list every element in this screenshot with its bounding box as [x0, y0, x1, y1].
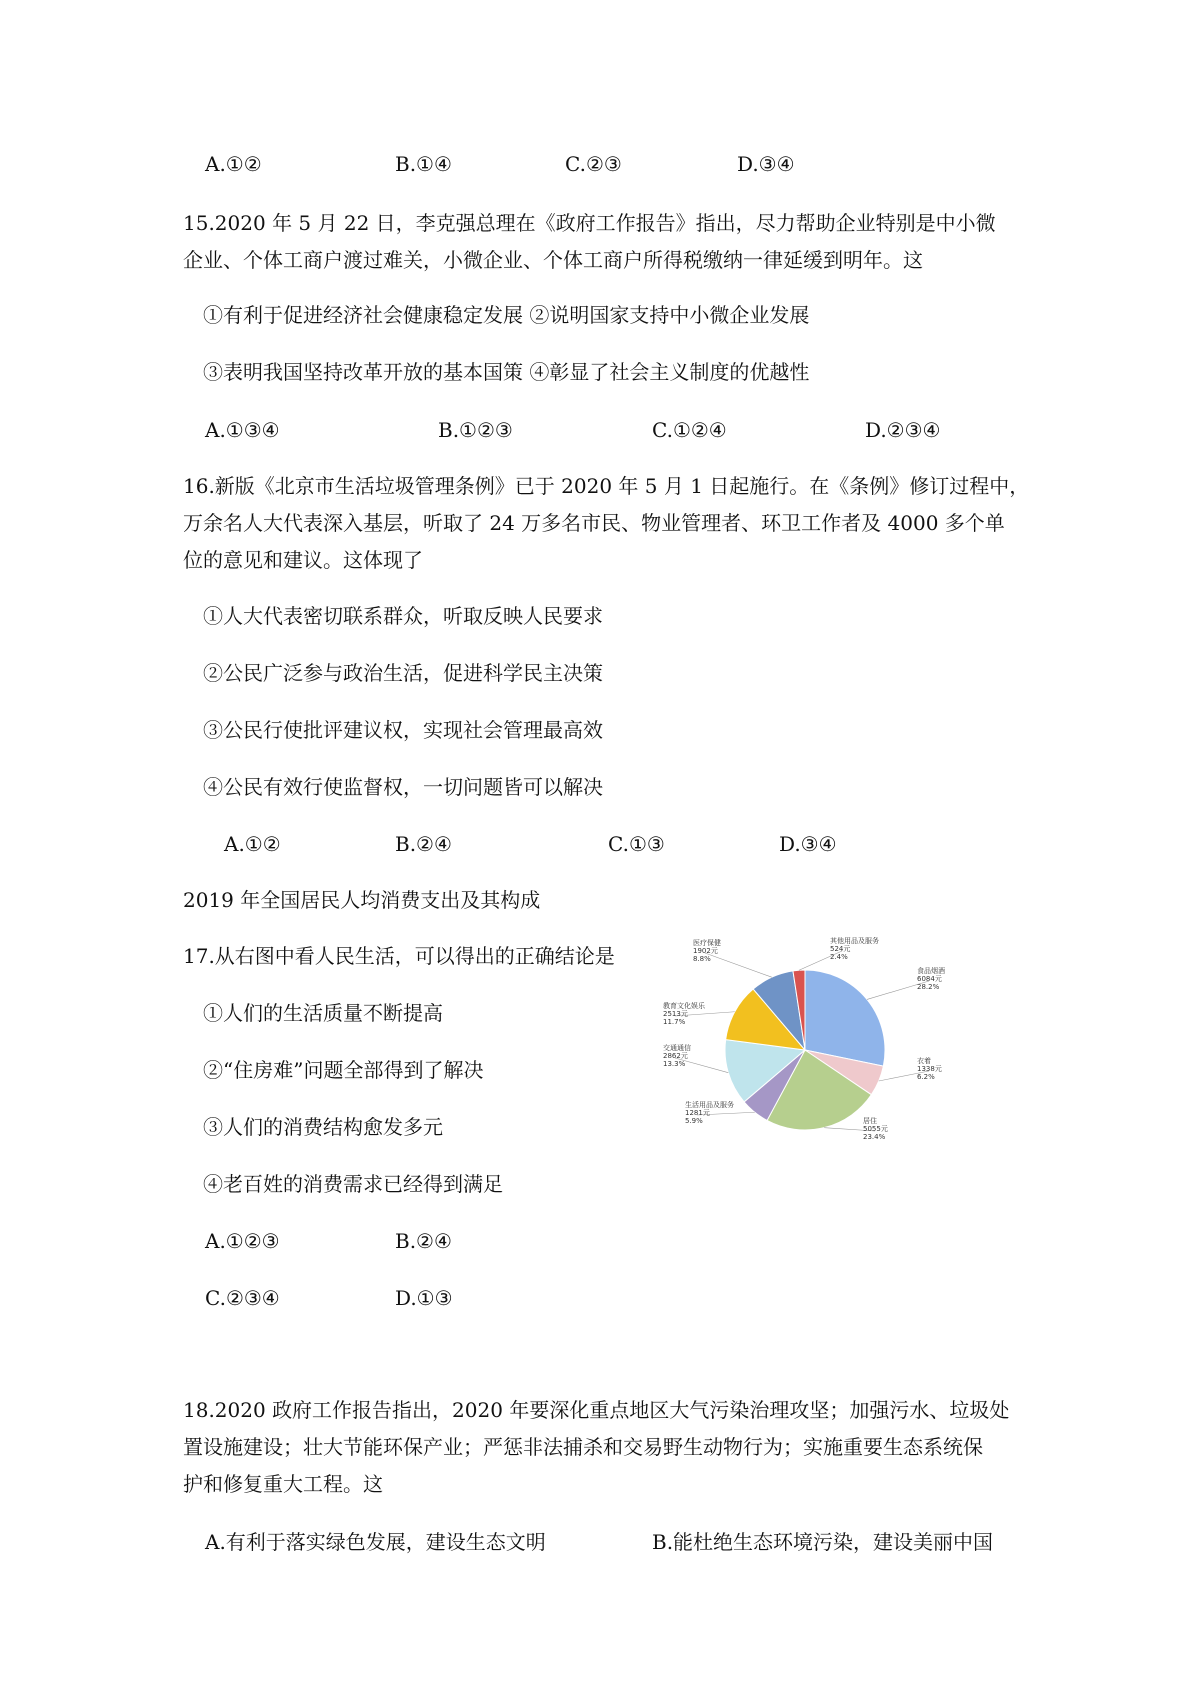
q15-option-d: D.②③④ [865, 418, 941, 442]
pie-label-1: 食品烟酒 6084元 28.2% [917, 967, 945, 991]
pie-leader-line-7 [705, 953, 772, 977]
q16-item-4: ④公民有效行使监督权，一切问题皆可以解决 [203, 775, 603, 799]
q15-option-a: A.①③④ [205, 418, 280, 442]
q16-option-a: A.①② [224, 832, 281, 856]
pie-slice-1 [805, 970, 885, 1066]
pie-label-8: 其他用品及服务 524元 2.4% [830, 937, 879, 961]
q17-stem: 17.从右图中看人民生活，可以得出的正确结论是 [183, 944, 615, 968]
q15-item-row-1: ①有利于促进经济社会健康稳定发展 ②说明国家支持中小微企业发展 [203, 303, 810, 327]
q16-option-c: C.①③ [608, 832, 665, 856]
pie-label-2: 衣着 1338元 6.2% [917, 1057, 942, 1081]
q14-option-c: C.②③ [565, 152, 622, 176]
q17-option-c: C.②③④ [205, 1286, 280, 1310]
q14-option-a: A.①② [205, 152, 262, 176]
q18-stem-line-3: 护和修复重大工程。这 [183, 1472, 383, 1496]
q16-item-2: ②公民广泛参与政治生活，促进科学民主决策 [203, 661, 603, 685]
q17-item-3: ③人们的消费结构愈发多元 [203, 1115, 443, 1139]
q18-stem-line-2: 置设施建设；壮大节能环保产业；严惩非法捕杀和交易野生动物行为；实施重要生态系统保 [183, 1435, 983, 1459]
q15-stem-line-2: 企业、个体工商户渡过难关，小微企业、个体工商户所得税缴纳一律延缓到明年。这 [183, 248, 923, 272]
q16-stem-line-2: 万余名人大代表深入基层，听取了 24 万多名市民、物业管理者、环卫工作者及 4000 多个单 [183, 511, 1005, 535]
q16-stem-line-1: 16.新版《北京市生活垃圾管理条例》已于 2020 年 5 月 1 日起施行。在《条例》修订过程中， [183, 474, 1030, 498]
q14-option-d: D.③④ [737, 152, 795, 176]
pie-label-6: 教育文化娱乐 2513元 11.7% [663, 1002, 705, 1026]
q14-option-b: B.①④ [395, 152, 452, 176]
q18-stem-line-1: 18.2020 政府工作报告指出，2020 年要深化重点地区大气污染治理攻坚；加强污水、垃圾处 [183, 1398, 1010, 1422]
pie-label-5: 交通通信 2862元 13.3% [663, 1044, 691, 1068]
pie-label-4: 生活用品及服务 1281元 5.9% [685, 1101, 734, 1125]
q16-stem-line-3: 位的意见和建议。这体现了 [183, 548, 423, 572]
q17-item-4: ④老百姓的消费需求已经得到满足 [203, 1172, 503, 1196]
q16-option-d: D.③④ [779, 832, 837, 856]
q17-option-b: B.②④ [395, 1229, 452, 1253]
q18-option-b: B.能杜绝生态环境污染，建设美丽中国 [652, 1530, 994, 1554]
q15-item-row-2: ③表明我国坚持改革开放的基本国策 ④彰显了社会主义制度的优越性 [203, 360, 810, 384]
q17-item-2: ②“住房难”问题全部得到了解决 [203, 1058, 484, 1082]
pie-label-3: 居住 5055元 23.4% [863, 1117, 888, 1141]
pie-label-7: 医疗保健 1902元 8.8% [693, 939, 721, 963]
q17-option-d: D.①③ [395, 1286, 453, 1310]
q17-item-1: ①人们的生活质量不断提高 [203, 1001, 443, 1025]
consumption-pie-chart [655, 935, 965, 1160]
q15-option-b: B.①②③ [438, 418, 513, 442]
q15-stem-line-1: 15.2020 年 5 月 22 日，李克强总理在《政府工作报告》指出，尽力帮助企业特别是中小微 [183, 211, 996, 235]
q15-option-c: C.①②④ [652, 418, 727, 442]
q16-item-3: ③公民行使批评建议权，实现社会管理最高效 [203, 718, 603, 742]
q17-option-a: A.①②③ [205, 1229, 280, 1253]
q16-option-b: B.②④ [395, 832, 452, 856]
q16-item-1: ①人大代表密切联系群众，听取反映人民要求 [203, 604, 603, 628]
q18-option-a: A.有利于落实绿色发展，建设生态文明 [205, 1530, 546, 1554]
chart-caption: 2019 年全国居民人均消费支出及其构成 [183, 888, 541, 912]
